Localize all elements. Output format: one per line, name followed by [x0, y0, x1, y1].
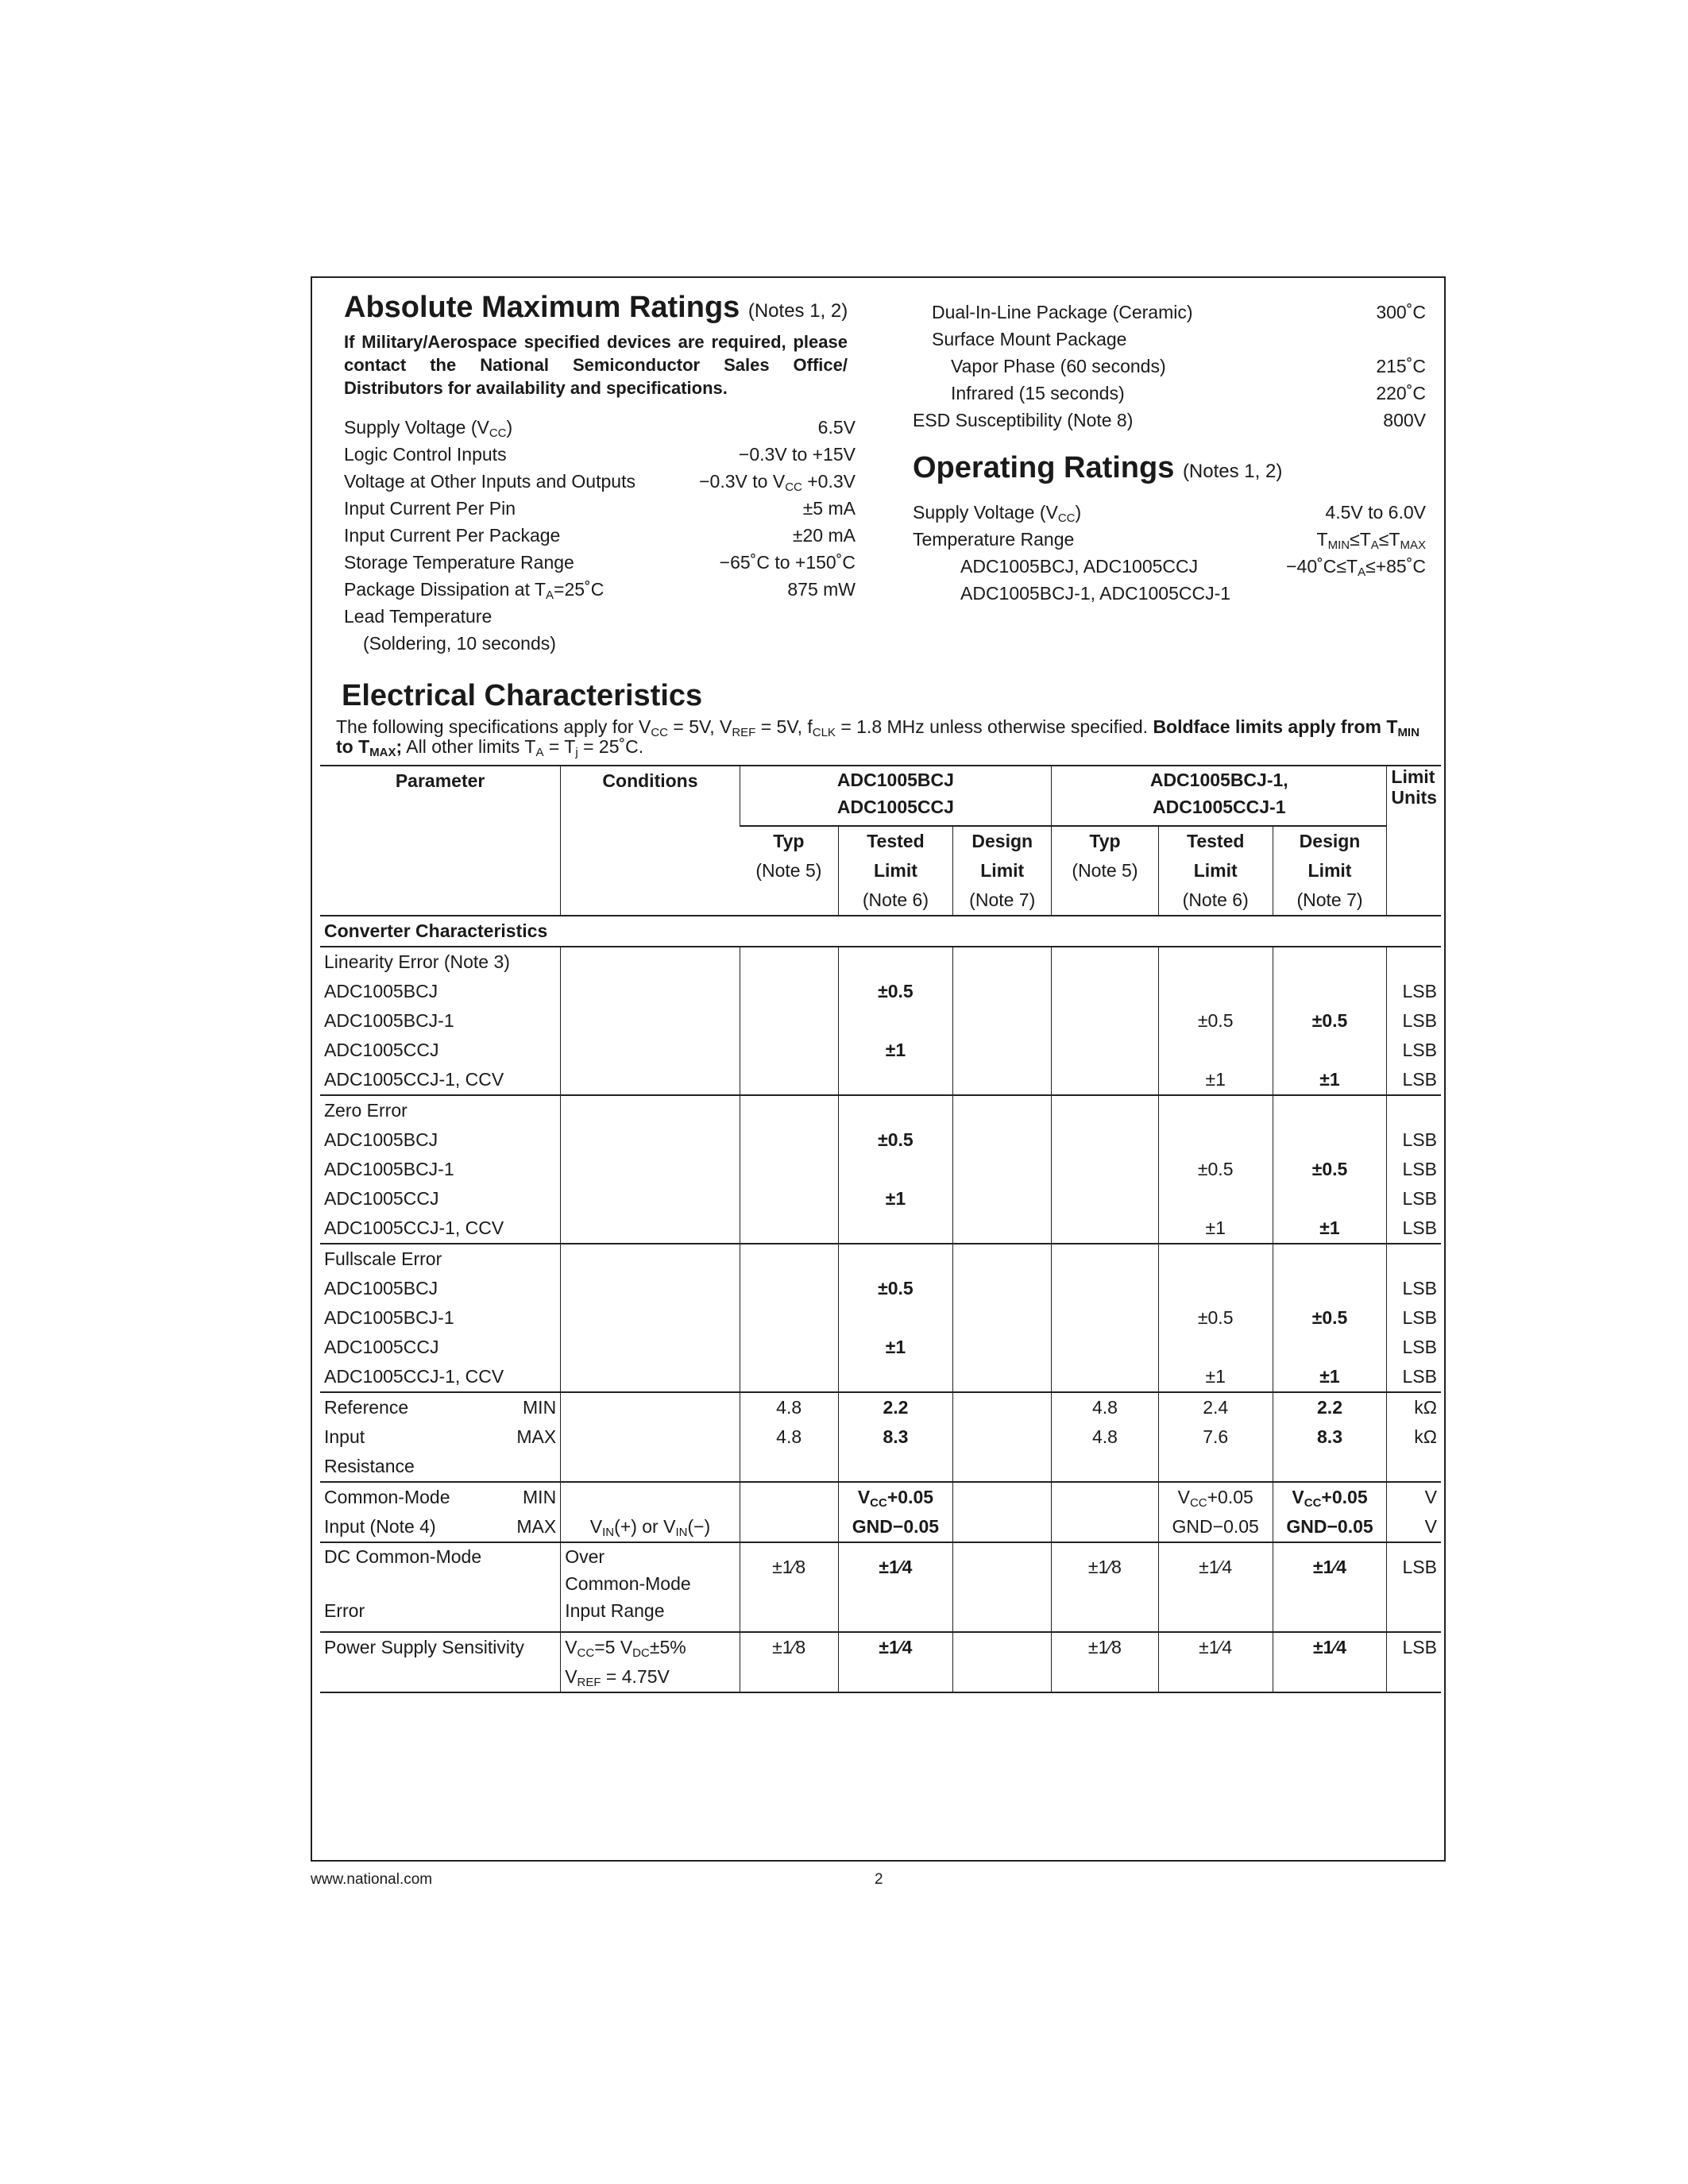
amr-item: Dual-In-Line Package (Ceramic) 300˚C: [932, 302, 1426, 322]
section-title: Converter Characteristics: [320, 916, 1441, 947]
table-row: Common-Mode MIN $V_{CC}+0.05$ $V_{CC}+0.05$ $V_{CC}+0.05$ V: [320, 1482, 1441, 1512]
header-parameter: Parameter: [320, 766, 561, 916]
table-row: ADC1005BCJ ±0.5 LSB: [320, 1125, 1441, 1155]
table-row: DC Common-Mode Error Over Common-Mode Input Range ±1⁄8 ±1⁄4 ±1⁄8 ±1⁄4 ±1⁄4 LSB: [320, 1542, 1441, 1632]
header-note: (Note 6): [1158, 886, 1273, 916]
table-row: ADC1005CCJ ±1 LSB: [320, 1036, 1441, 1065]
amr-item: Surface Mount Package: [932, 329, 1127, 349]
table-row: Input MAX 4.8 8.3 4.8 7.6 8.3 kΩ: [320, 1422, 1441, 1452]
section-row: [320, 916, 1441, 947]
ec-table: [320, 765, 1441, 1693]
header-note: (Note 7): [1273, 886, 1387, 916]
table-row: ADC1005CCJ ±1 LSB: [320, 1184, 1441, 1214]
header-row: [320, 766, 1441, 826]
header-limit: Limit: [838, 856, 953, 886]
table-row: ADC1005CCJ ±1 LSB: [320, 1333, 1441, 1362]
header-limit: Limit: [1273, 856, 1387, 886]
page-number: 2: [875, 1871, 883, 1888]
footer-url: www.national.com: [311, 1871, 433, 1888]
amr-item: Storage Temperature Range −65˚C to +150˚C: [344, 552, 856, 573]
header-conditions: Conditions: [561, 766, 740, 916]
header-tested: Tested: [838, 826, 953, 856]
amr-notes: (Notes 1, 2): [747, 300, 848, 322]
amr-item: Infrared (15 seconds) 220˚C: [951, 383, 1426, 403]
amr-item: Lead Temperature: [344, 606, 492, 627]
table-row: ADC1005CCJ-1, CCV ±1 ±1 LSB: [320, 1214, 1441, 1244]
table-row: ADC1005BCJ-1 ±0.5 ±0.5 LSB: [320, 1155, 1441, 1184]
table-row: ADC1005BCJ-1 ±0.5 ±0.5 LSB: [320, 1303, 1441, 1333]
amr-item: Input Current Per Pin ±5 mA: [344, 498, 856, 519]
table-row: ADC1005BCJ ±0.5 LSB: [320, 1274, 1441, 1303]
opr-parts: ADC1005BCJ-1, ADC1005CCJ-1: [960, 583, 1231, 604]
header-note: (Note 6): [838, 886, 953, 916]
header-limit: Limit: [953, 856, 1052, 886]
amr-title: Absolute Maximum Ratings (Notes 1, 2): [344, 291, 848, 324]
amr-item: Logic Control Inputs −0.3V to +15V: [344, 444, 856, 465]
header-note: (Note 5): [1052, 856, 1159, 886]
opr-supply: Supply Voltage $(V_{CC})$ 4.5V to 6.0V: [913, 502, 1426, 525]
opr-temp: Temperature Range $T_{MIN}\le T_A\le T_{MAX}$: [913, 529, 1426, 552]
table-row: ADC1005BCJ-1 ±0.5 ±0.5 LSB: [320, 1006, 1441, 1036]
amr-item: Supply Voltage $(V_{CC})$ 6.5V: [344, 417, 856, 440]
table-row: Linearity Error (Note 3): [320, 947, 1441, 977]
header-note: (Note 5): [755, 860, 822, 881]
header-design: Design: [1273, 826, 1387, 856]
amr-item: (Soldering, 10 seconds): [363, 633, 556, 654]
table-row: ADC1005CCJ-1, CCV ±1 ±1 LSB: [320, 1362, 1441, 1392]
opr-notes: (Notes 1, 2): [1182, 461, 1283, 482]
table-row: Resistance: [320, 1452, 1441, 1482]
header-design: Design: [953, 826, 1052, 856]
header-group2: ADC1005BCJ-1, ADC1005CCJ-1: [1052, 766, 1387, 826]
opr-title: Operating Ratings (Notes 1, 2): [913, 451, 1283, 484]
amr-item: Voltage at Other Inputs and Outputs −0.3V to $V_{CC} +0.3V$: [344, 471, 856, 494]
table-row: ADC1005CCJ-1, CCV ±1 ±1 LSB: [320, 1065, 1441, 1095]
header-group1: ADC1005BCJ ADC1005CCJ: [740, 766, 1051, 826]
ec-title: Electrical Characteristics: [342, 679, 703, 712]
table-row: Input (Note 4) MAX $V_{IN}(+)$ or $V_{IN}(-)$ GND−0.05 GND−0.05 GND−0.05 V: [320, 1512, 1441, 1542]
table-row: Reference MIN 4.8 2.2 4.8 2.4 2.2 kΩ: [320, 1392, 1441, 1422]
header-tested: Tested: [1158, 826, 1273, 856]
table-row: Fullscale Error: [320, 1244, 1441, 1274]
header-typ: Typ: [1052, 826, 1159, 856]
amr-item: ESD Susceptibility (Note 8) 800V: [913, 410, 1426, 430]
military-note: If Military/Aerospace specified devices are required, please contact the National Semiconductor Sales Office/ Distributors for availability and specifications.: [344, 332, 848, 398]
header-limit-units: Limit Units: [1387, 766, 1441, 916]
amr-item: Package Dissipation at $T_A=25˚C$ 875 mW: [344, 579, 856, 602]
table-row: Power Supply Sensitivity $V_{CC}=5$ $V_{DC}\pm 5\%$ $V_{REF} = 4.75V$ ±1⁄8 ±1⁄4 ±1⁄8 ±1⁄4 ±1⁄4 LSB: [320, 1632, 1441, 1692]
header-typ: Typ: [740, 826, 838, 856]
ec-intro: The following specifications apply for $V_{CC} = 5V$, $V_{REF} = 5V$, $f_{CLK} = 1.8$ MHz unless otherwise specified. Boldface limits apply from $T_{MIN}$ to $T_{MAX}$; All other limits $T_A = T_j$ = 25˚C.: [336, 716, 1420, 759]
header-limit: Limit: [1158, 856, 1273, 886]
amr-item: Vapor Phase (60 seconds) 215˚C: [951, 356, 1426, 376]
amr-item: Input Current Per Package ±20 mA: [344, 525, 856, 546]
opr-parts: ADC1005BCJ, ADC1005CCJ $-40˚C\le T_A\le+85˚C$: [960, 556, 1426, 579]
header-note: (Note 7): [953, 886, 1052, 916]
table-row: Zero Error: [320, 1095, 1441, 1125]
table-row: ADC1005BCJ ±0.5 LSB: [320, 977, 1441, 1006]
